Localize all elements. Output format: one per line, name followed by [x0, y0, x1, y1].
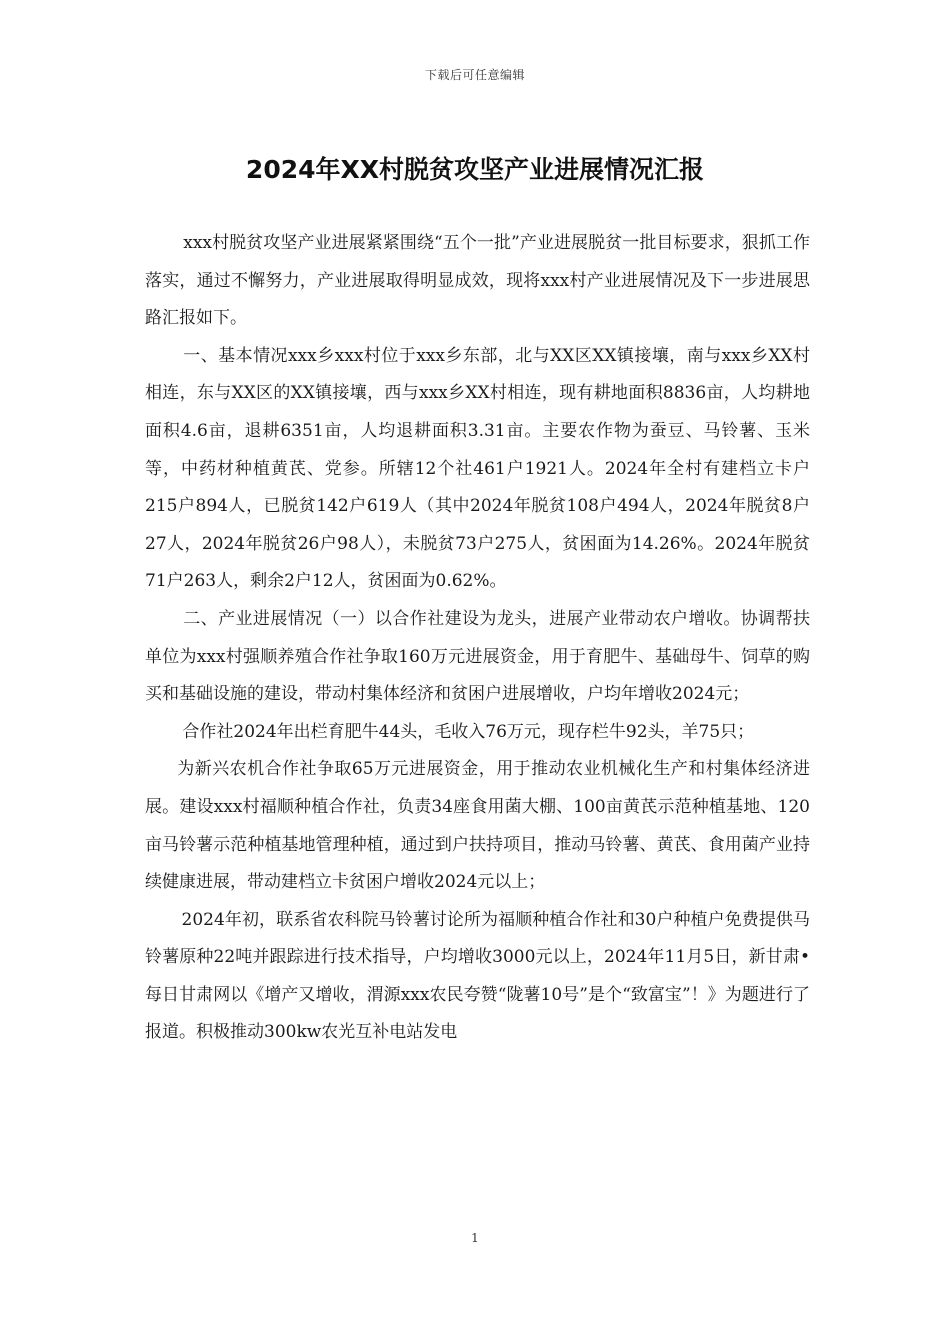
paragraph-cooperative-livestock: 合作社2024年出栏育肥牛44头，毛收入76万元，现存栏牛92头，羊75只；: [182, 721, 755, 742]
paragraph-potato-seeds: 2024年初，联系省农科院马铃薯讨论所为福顺种植合作社和30户种植户免费提供马铃薯原种22吨并跟踪进行技术指导，户均增收3000元以上，2024年11月5日，新甘肃•每日甘肃网以《增产又增收，渭源xxx农民夸赞“陇薯10号”是个“致富宝”！》为题进行了报道。积极推动300kw农光互补电站发电: [145, 909, 810, 1043]
paragraph-machinery-cooperative: 为新兴农机合作社争取65万元进展资金，用于推动农业机械化生产和村集体经济进展。建设xxx村福顺种植合作社，负责34座食用菌大棚、100亩黄芪示范种植基地、120亩马铃薯示范种植基地管理种植，通过到户扶持项目，推动马铃薯、黄芪、食用菌产业持续健康进展，带动建档立卡贫困户增收2024元以上；: [145, 759, 810, 893]
page-number: 1: [471, 1231, 479, 1245]
paragraph-intro: xxx村脱贫攻坚产业进展紧紧围绕“五个一批”产业进展脱贫一批目标要求，狠抓工作落实，通过不懈努力，产业进展取得明显成效，现将xxx村产业进展情况及下一步进展思路汇报如下。: [145, 233, 810, 329]
document-body: [145, 225, 810, 1052]
paragraph-basic-situation: 一、基本情况xxx乡xxx村位于xxx乡东部，北与XX区XX镇接壤，南与xxx乡XX村相连，东与XX区的XX镇接壤，西与xxx乡XX村相连，现有耕地面积8836亩，人均耕地面积4.6亩，退耕6351亩，人均退耕面积3.31亩。主要农作物为蚕豆、马铃薯、玉米等，中药材种植黄芪、党参。所辖12个社461户1921人。2024年全村有建档立卡户215户894人，已脱贫142户619人（其中2024年脱贫108户494人，2024年脱贫8户27人，2024年脱贫26户98人），未脱贫73户275人，贫困面为14.26%。2024年脱贫71户263人，剩余2户12人，贫困面为0.62%。: [145, 345, 810, 592]
header-note: 下载后可任意编辑: [424, 68, 525, 82]
paragraph-industry-development: 二、产业进展情况（一）以合作社建设为龙头，进展产业带动农户增收。协调帮扶单位为xxx村强顺养殖合作社争取160万元进展资金，用于育肥牛、基础母牛、饲草的购买和基础设施的建设，带动村集体经济和贫困户进展增收，户均年增收2024元；: [145, 608, 810, 705]
document-title: 2024年XX村脱贫攻坚产业进展情况汇报: [245, 155, 705, 184]
